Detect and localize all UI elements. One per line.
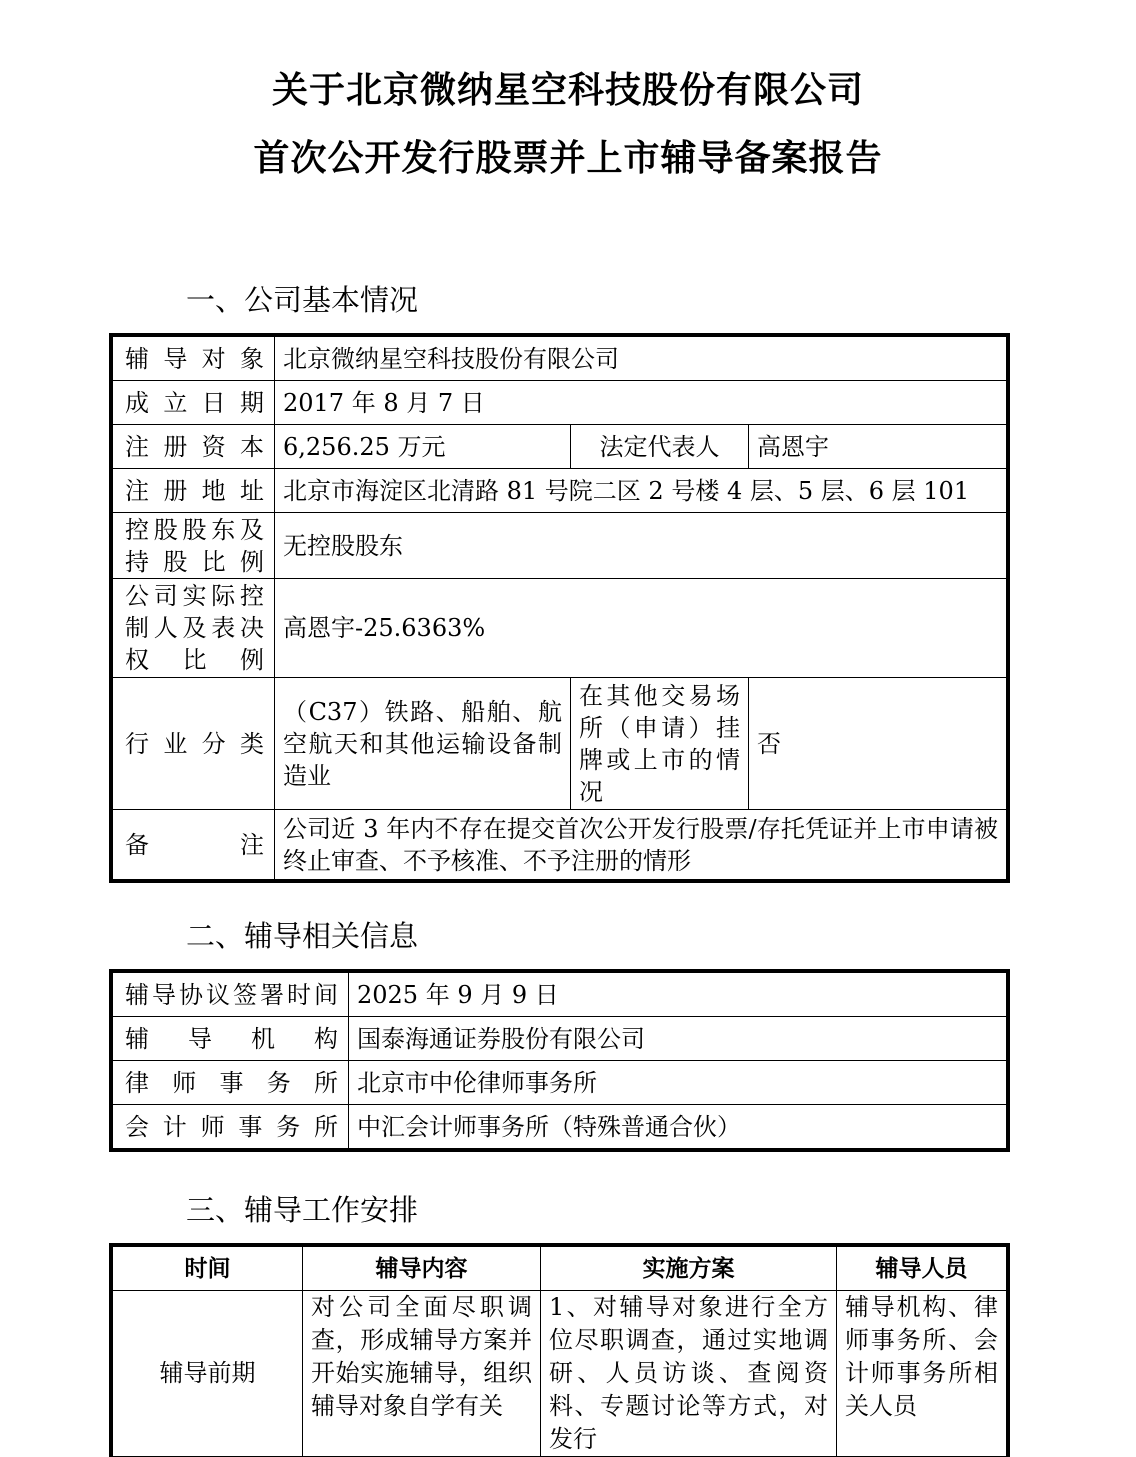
section1-heading: 一、公司基本情况 <box>186 283 419 317</box>
row-staff: 辅导机构、律师事务所、会计师事务所相关人员 <box>837 1291 1007 1457</box>
table-row <box>113 513 1007 579</box>
work-schedule-table <box>112 1246 1007 1457</box>
table-row <box>113 337 1007 381</box>
table-header-row <box>113 1247 1007 1291</box>
legal-rep-label: 法定代表人 <box>571 425 749 469</box>
actual-controller-label-line3: 权比例 <box>125 646 264 674</box>
law-firm-label: 律师事务所 <box>113 1061 349 1105</box>
actual-controller-label-line2: 制人及表决 <box>125 614 264 642</box>
legal-rep-value: 高恩宇 <box>749 425 1007 469</box>
address-value: 北京市海淀区北清路 81 号院二区 2 号楼 4 层、5 层、6 层 101 <box>275 469 1007 513</box>
row-plan: 1、对辅导对象进行全方位尽职调查，通过实地调研、人员访谈、查阅资料、专题讨论等方式，对发行 <box>541 1291 837 1457</box>
other-listing-label: 在其他交易场所（申请）挂牌或上市的情况 <box>571 678 749 810</box>
capital-label: 注册资本 <box>113 425 275 469</box>
remarks-label: 备注 <box>113 810 275 880</box>
institution-label: 辅导机构 <box>113 1017 349 1061</box>
capital-value: 6,256.25 万元 <box>275 425 571 469</box>
section2-heading: 二、辅导相关信息 <box>186 919 419 953</box>
document-title-line2: 首次公开发行股票并上市辅导备案报告 <box>253 138 883 179</box>
controlling-label <box>113 513 275 579</box>
header-content: 辅导内容 <box>303 1247 541 1291</box>
row-content: 对公司全面尽职调查，形成辅导方案并开始实施辅导，组织辅导对象自学有关 <box>303 1291 541 1457</box>
controlling-value: 无控股股东 <box>275 513 1007 579</box>
actual-controller-label <box>113 579 275 678</box>
actual-controller-label-line1: 公司实际控 <box>125 582 264 610</box>
header-plan: 实施方案 <box>541 1247 837 1291</box>
table-row <box>113 1105 1007 1149</box>
header-time: 时间 <box>113 1247 303 1291</box>
actual-controller-value: 高恩宇-25.6363% <box>275 579 1007 678</box>
table-row <box>113 810 1007 880</box>
industry-value: （C37）铁路、船舶、航空航天和其他运输设备制造业 <box>275 678 571 810</box>
institution-value: 国泰海通证券股份有限公司 <box>349 1017 1007 1061</box>
table-row <box>113 381 1007 425</box>
company-basic-info-table <box>112 336 1007 880</box>
other-listing-value: 否 <box>749 678 1007 810</box>
document-title-line1: 关于北京微纳星空科技股份有限公司 <box>271 70 864 111</box>
law-firm-value: 北京市中伦律师事务所 <box>349 1061 1007 1105</box>
target-label: 辅导对象 <box>113 337 275 381</box>
table-row <box>113 678 1007 810</box>
table-row <box>113 1061 1007 1105</box>
table-row <box>113 425 1007 469</box>
table-row <box>113 1017 1007 1061</box>
section3-heading: 三、辅导工作安排 <box>186 1193 419 1227</box>
table-row <box>113 469 1007 513</box>
founded-value: 2017 年 8 月 7 日 <box>275 381 1007 425</box>
target-value: 北京微纳星空科技股份有限公司 <box>275 337 1007 381</box>
controlling-label-line2: 持股比例 <box>125 547 264 576</box>
industry-label: 行业分类 <box>113 678 275 810</box>
accounting-firm-label: 会计师事务所 <box>113 1105 349 1149</box>
header-staff: 辅导人员 <box>837 1247 1007 1291</box>
table-row <box>113 579 1007 678</box>
controlling-label-line1: 控股股东及 <box>125 515 264 544</box>
accounting-firm-value: 中汇会计师事务所（特殊普通合伙） <box>349 1105 1007 1149</box>
counseling-info-table <box>112 972 1007 1149</box>
founded-label: 成立日期 <box>113 381 275 425</box>
agreement-value: 2025 年 9 月 9 日 <box>349 973 1007 1017</box>
remarks-value: 公司近 3 年内不存在提交首次公开发行股票/存托凭证并上市申请被终止审查、不予核准、不予注册的情形 <box>275 810 1007 880</box>
address-label: 注册地址 <box>113 469 275 513</box>
agreement-label: 辅导协议签署时间 <box>113 973 349 1017</box>
row-time: 辅导前期 <box>113 1291 303 1457</box>
table-row <box>113 1291 1007 1457</box>
table-row <box>113 973 1007 1017</box>
